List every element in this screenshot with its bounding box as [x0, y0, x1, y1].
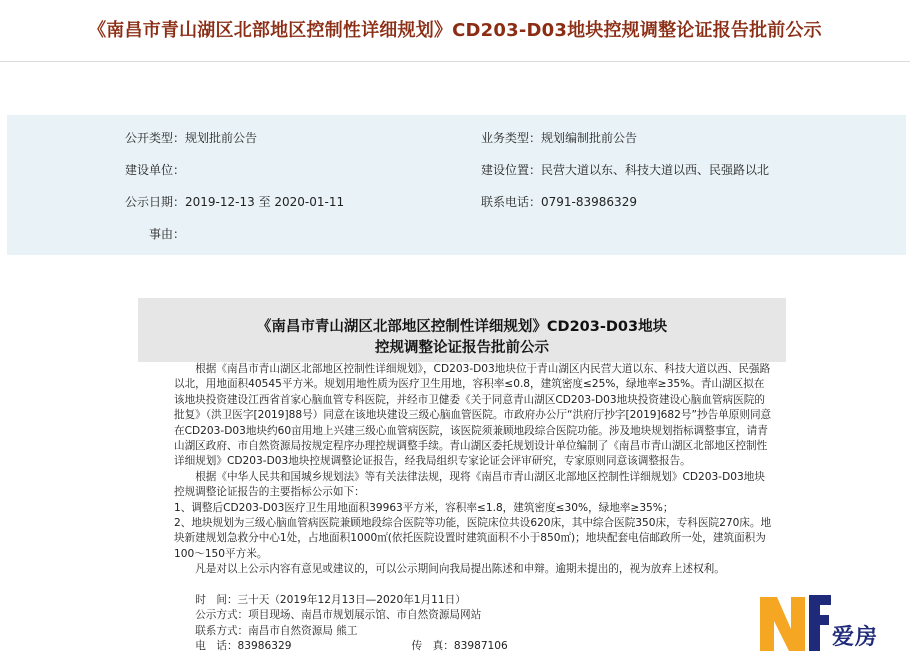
notice-document: [138, 298, 786, 658]
notice-paragraph-3: 凡是对以上公示内容有意见或建议的，可以公示期间向我局提出陈述和申辩。逾期未提出的，视为放弃上述权利。: [195, 563, 725, 576]
business-type-value: 规划编制批前公告: [541, 131, 638, 145]
date-label: 公示日期：: [125, 195, 186, 209]
notice-item-2: 2、地块规划为三级心脑血管病医院兼顾地段综合医院等功能，医院床位共设620床，其中综合医院350床，专科医院270床。地块新建规划急救分中心1处，占地面积1000㎡(依托医院设置时建筑面积不小于850㎡)；地块配套电信邮政所一处，建筑面积为100～150平方米。: [174, 517, 772, 560]
notice-fax: 传 真：83987106: [411, 639, 508, 652]
announce-type-value: 规划批前公告: [185, 131, 258, 145]
notice-header: [138, 298, 786, 362]
notice-title-line2: 控规调整论证报告批前公示: [375, 340, 549, 356]
date-row: [125, 193, 344, 210]
notice-time-line: 时 间：三十天（2019年12月13日—2020年1月11日）: [195, 593, 466, 606]
phone-value: 0791-83986329: [541, 195, 637, 209]
notice-tel: 电 话：83986329: [195, 639, 292, 652]
location-row: [481, 161, 769, 178]
builder-row: [125, 161, 185, 178]
location-label: 建设位置：: [481, 163, 542, 177]
logo-text: 爱房: [832, 625, 879, 650]
date-value: 2019-12-13 至 2020-01-11: [185, 195, 345, 209]
matter-label: 事由：: [149, 227, 186, 241]
notice-paragraph-2: 根据《中华人民共和国城乡规划法》等有关法律法规，现将《南昌市青山湖区北部地区控制性详细规划》CD203-D03地块控规调整论证报告的主要指标公示如下：: [174, 470, 765, 499]
announce-type-row: [125, 129, 257, 146]
announce-type-label: 公开类型：: [125, 131, 186, 145]
location-value: 民营大道以东、科技大道以西、民强路以北: [541, 163, 770, 177]
notice-method-line: 公示方式：项目现场、南昌市规划展示馆、市自然资源局网站: [195, 609, 482, 622]
info-panel: [7, 115, 906, 255]
phone-row: [481, 193, 637, 210]
notice-contact-line: 联系方式：南昌市自然资源局 熊工: [195, 624, 358, 637]
business-type-label: 业务类型：: [481, 131, 542, 145]
builder-label: 建设单位：: [125, 163, 186, 177]
page-title: 《南昌市青山湖区北部地区控制性详细规划》CD203-D03地块控规调整论证报告批前公示: [0, 0, 910, 62]
notice-paragraph-1: 根据《南昌市青山湖区北部地区控制性详细规划》，CD203-D03地块位于青山湖区内民营大道以东、科技大道以西、民强路以北，用地面积40545平方米。规划用地性质为医疗卫生用地，容积率≤0.8，建筑密度≤25%，绿地率≥35%。青山湖区拟在该地块投资建设江西省首家心脑血管专科医院，并经市卫健委《关于同意青山湖区CD203-D03地块投资建设心脑血管病医院的批复》（洪卫医字[2019]88号）同意在该地块建设三级心脑血管医院。市政府办公厅“洪府厅抄字[2019]682号”抄告单原则同意在CD203-D03地块约60亩用地上兴建三级心血管病医院，该医院须兼顾地段综合医院功能。涉及地块规划指标调整事宜，请青山湖区政府、市自然资源局按规定程序办理控规调整手续。青山湖区委托规划设计单位编制了《南昌市青山湖区北部地区控制性详细规划》CD203-D03地块控规调整论证报告，经我局组织专家论证会评审研究，专家原则同意该调整报告。: [174, 363, 772, 468]
phone-label: 联系电话：: [481, 195, 542, 209]
business-type-row: [481, 129, 637, 146]
notice-title-line1: 《南昌市青山湖区北部地区控制性详细规划》CD203-D03地块: [256, 319, 668, 335]
matter-row: [149, 225, 185, 242]
notice-item-1: 1、调整后CD203-D03医疗卫生用地面积39963平方米，容积率≤1.8，建筑密度≤30%，绿地率≥35%；: [174, 501, 674, 514]
notice-tel-fax-line: [174, 639, 774, 654]
notice-body: [174, 362, 774, 654]
